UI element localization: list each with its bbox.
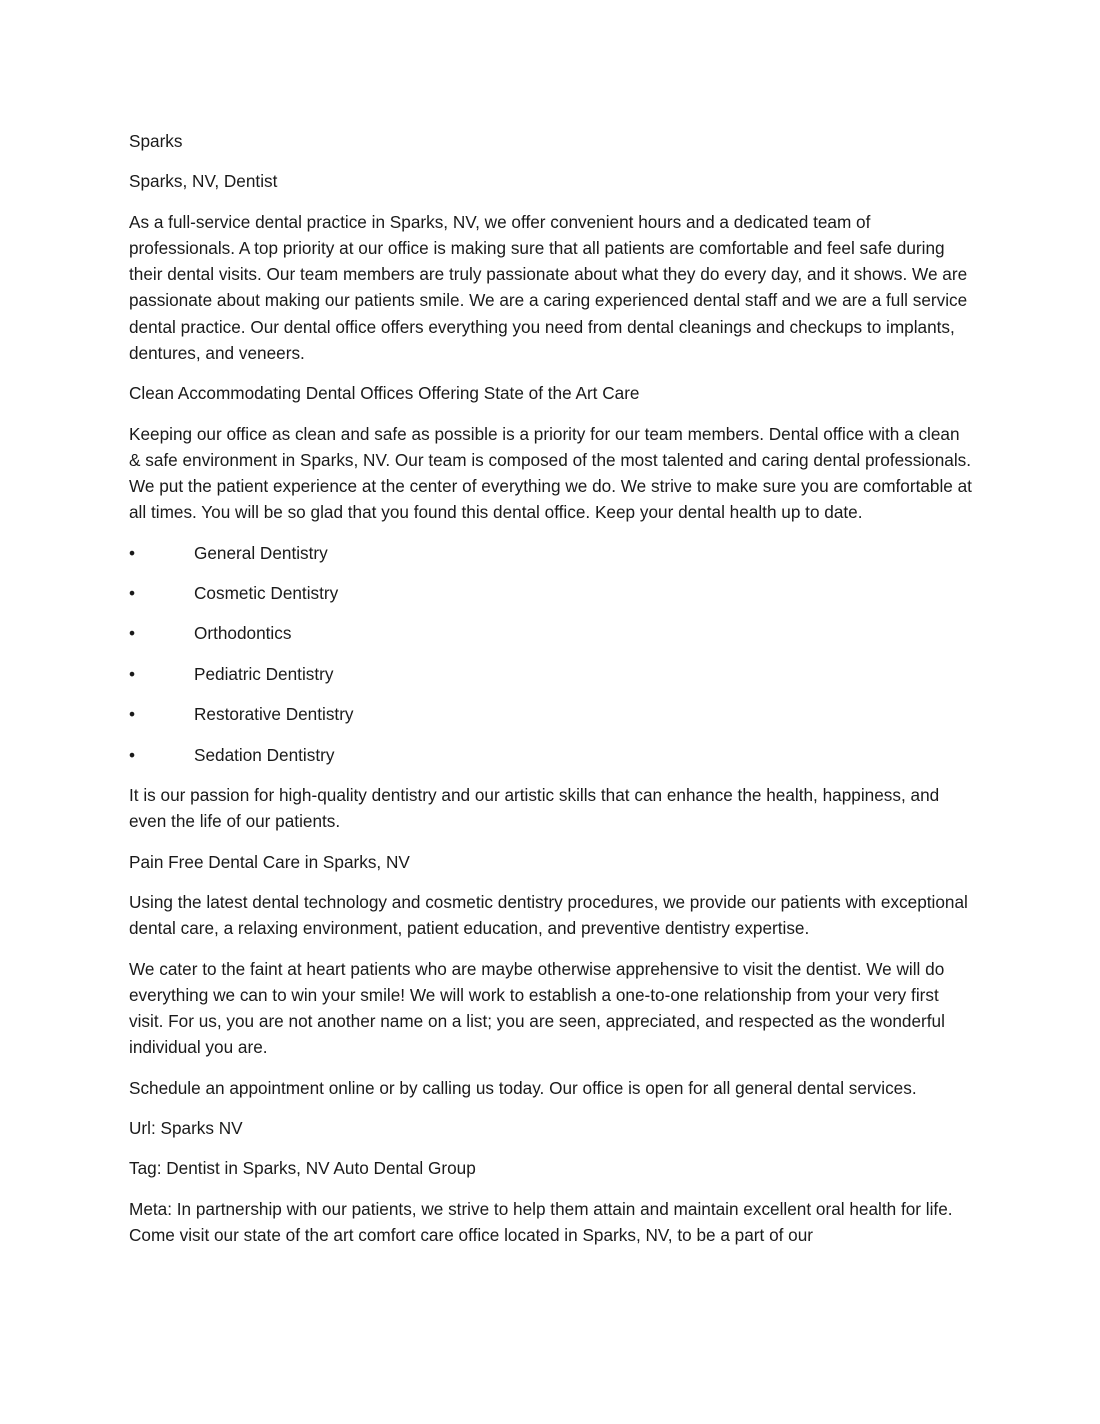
bullet-icon: • bbox=[129, 663, 136, 684]
list-item bbox=[129, 701, 974, 727]
bullet-icon: • bbox=[129, 623, 136, 644]
list-item bbox=[129, 620, 974, 646]
document-page bbox=[129, 128, 974, 1262]
service-label: Sedation Dentistry bbox=[194, 744, 335, 765]
pain-free-heading: Pain Free Dental Care in Sparks, NV bbox=[129, 851, 410, 872]
bullet-icon: • bbox=[129, 542, 136, 563]
document-subtitle: Sparks, NV, Dentist bbox=[129, 171, 278, 192]
service-label: Restorative Dentistry bbox=[194, 704, 354, 725]
service-label: Orthodontics bbox=[194, 623, 292, 644]
list-item bbox=[129, 661, 974, 687]
document-title: Sparks bbox=[129, 131, 183, 151]
service-label: Cosmetic Dentistry bbox=[194, 582, 339, 603]
intro-paragraph: As a full-service dental practice in Sparks, NV, we offer convenient hours and a dedicated team of professionals. A top priority at our office is making sure that all patients are comfortable and feel safe during their dental visits. Our team members are truly passionate about what they do every day, and it shows. We are passionate about making our patients smile. We are a caring experienced dental staff and we are a full service dental practice. Our dental office offers everything you need from dental cleanings and checkups to implants, dentures, and veneers. bbox=[129, 211, 968, 363]
list-item bbox=[129, 540, 974, 566]
schedule-paragraph: Schedule an appointment online or by calling us today. Our office is open for all general dental services. bbox=[129, 1077, 917, 1098]
services-list bbox=[129, 540, 974, 768]
bullet-icon: • bbox=[129, 704, 136, 725]
clean-care-heading: Clean Accommodating Dental Offices Offering State of the Art Care bbox=[129, 383, 640, 404]
bullet-icon: • bbox=[129, 744, 136, 765]
list-item bbox=[129, 742, 974, 768]
service-label: General Dentistry bbox=[194, 542, 328, 563]
bullet-icon: • bbox=[129, 582, 136, 603]
clean-care-paragraph: Keeping our office as clean and safe as possible is a priority for our team members. Dental office with a clean & safe environment in Sparks, NV. Our team is composed of the most talented and caring dental professionals. We put the patient experience at the center of everything we do. We strive to make sure you are comfortable at all times. You will be so glad that you found this dental office. Keep your dental health up to date. bbox=[129, 423, 972, 523]
faint-heart-paragraph: We cater to the faint at heart patients who are maybe otherwise apprehensive to visit the dentist. We will do everything we can to win your smile! We will work to establish a one-to-one relationship from your very first visit. For us, you are not another name on a list; you are seen, appreciated, and respected as the wonderful individual you are. bbox=[129, 958, 945, 1058]
tag-line: Tag: Dentist in Sparks, NV Auto Dental Group bbox=[129, 1158, 476, 1179]
service-label: Pediatric Dentistry bbox=[194, 663, 334, 684]
list-item bbox=[129, 580, 974, 606]
url-line: Url: Sparks NV bbox=[129, 1117, 243, 1138]
meta-line: Meta: In partnership with our patients, we strive to help them attain and maintain excellent oral health for life. Come visit our state of the art comfort care office located in Sparks, NV, to be a part of our bbox=[129, 1198, 953, 1245]
technology-paragraph: Using the latest dental technology and cosmetic dentistry procedures, we provide our patients with exceptional dental care, a relaxing environment, patient education, and preventive dentistry expertise. bbox=[129, 891, 968, 939]
passion-paragraph: It is our passion for high-quality dentistry and our artistic skills that can enhance the health, happiness, and even the life of our patients. bbox=[129, 784, 940, 832]
